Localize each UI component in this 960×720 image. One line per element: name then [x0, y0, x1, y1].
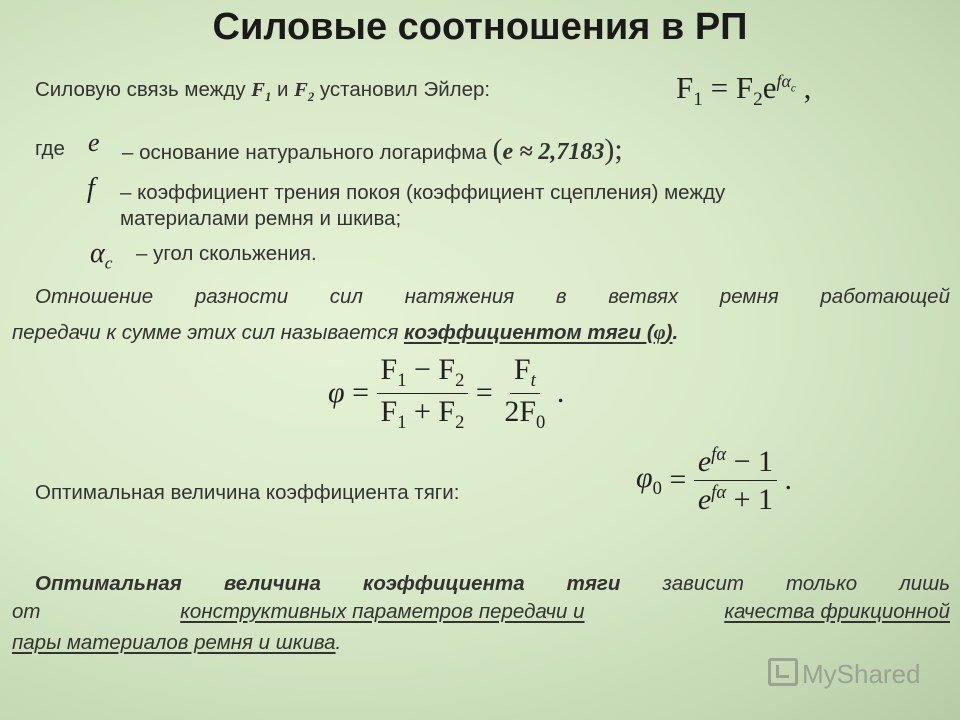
conclusion-line1: Оптимальная величина коэффициента тяги зависит только лишь: [35, 572, 950, 595]
myshared-logo-icon: [768, 658, 798, 686]
alpha-symbol: $\alpha_c$: [90, 238, 113, 273]
conclusion-line2: от конструктивных параметров передачи и качества фрикционной: [12, 600, 950, 623]
euler-text-before: Силовую связь между: [35, 78, 252, 101]
phi-formula: φ = $\frac{F_1 - F_2}{F_1 + F_2}$ = $\frac{F_t}{2F_0}$ .: [328, 353, 565, 433]
euler-text-after: установил Эйлер:: [314, 78, 491, 101]
f-symbol: f: [87, 173, 95, 204]
f-description-line2: материалами ремня и шкива;: [120, 207, 402, 230]
where-label: где: [35, 137, 65, 160]
euler-and: и: [271, 78, 295, 101]
alpha-description: – угол скольжения.: [136, 242, 317, 265]
f1-symbol: $F_1$: [251, 79, 272, 105]
euler-formula: $F_1 = F_2e^{f\alpha_c}$ ,: [676, 70, 812, 111]
traction-line1: Отношение разности сил натяжения в ветвях ремня работающей: [35, 285, 950, 308]
page-title: Силовые соотношения в РП: [212, 6, 748, 48]
optimal-text: Оптимальная величина коэффициента тяги:: [35, 481, 460, 504]
watermark-text: MyShared: [802, 659, 921, 689]
e-description: – основание натурального логарифма (e ≈ 2,7183);: [122, 133, 623, 166]
e-symbol: e: [88, 128, 100, 157]
euler-text: [35, 78, 490, 105]
conclusion-line3: пары материалов ремня и шкива.: [12, 631, 342, 654]
watermark-logo: [768, 658, 921, 690]
f2-symbol: $F_2$: [294, 79, 315, 105]
optimal-formula: $\varphi_0$ = $\frac{e^{f\alpha} - 1}{e^{f\alpha} + 1}$ .: [636, 444, 793, 516]
traction-line2: передачи к сумме этих сил называется коэффициентом тяги (φ).: [12, 321, 679, 344]
f-description-line1: – коэффициент трения покоя (коэффициент сцепления) между: [120, 181, 726, 204]
